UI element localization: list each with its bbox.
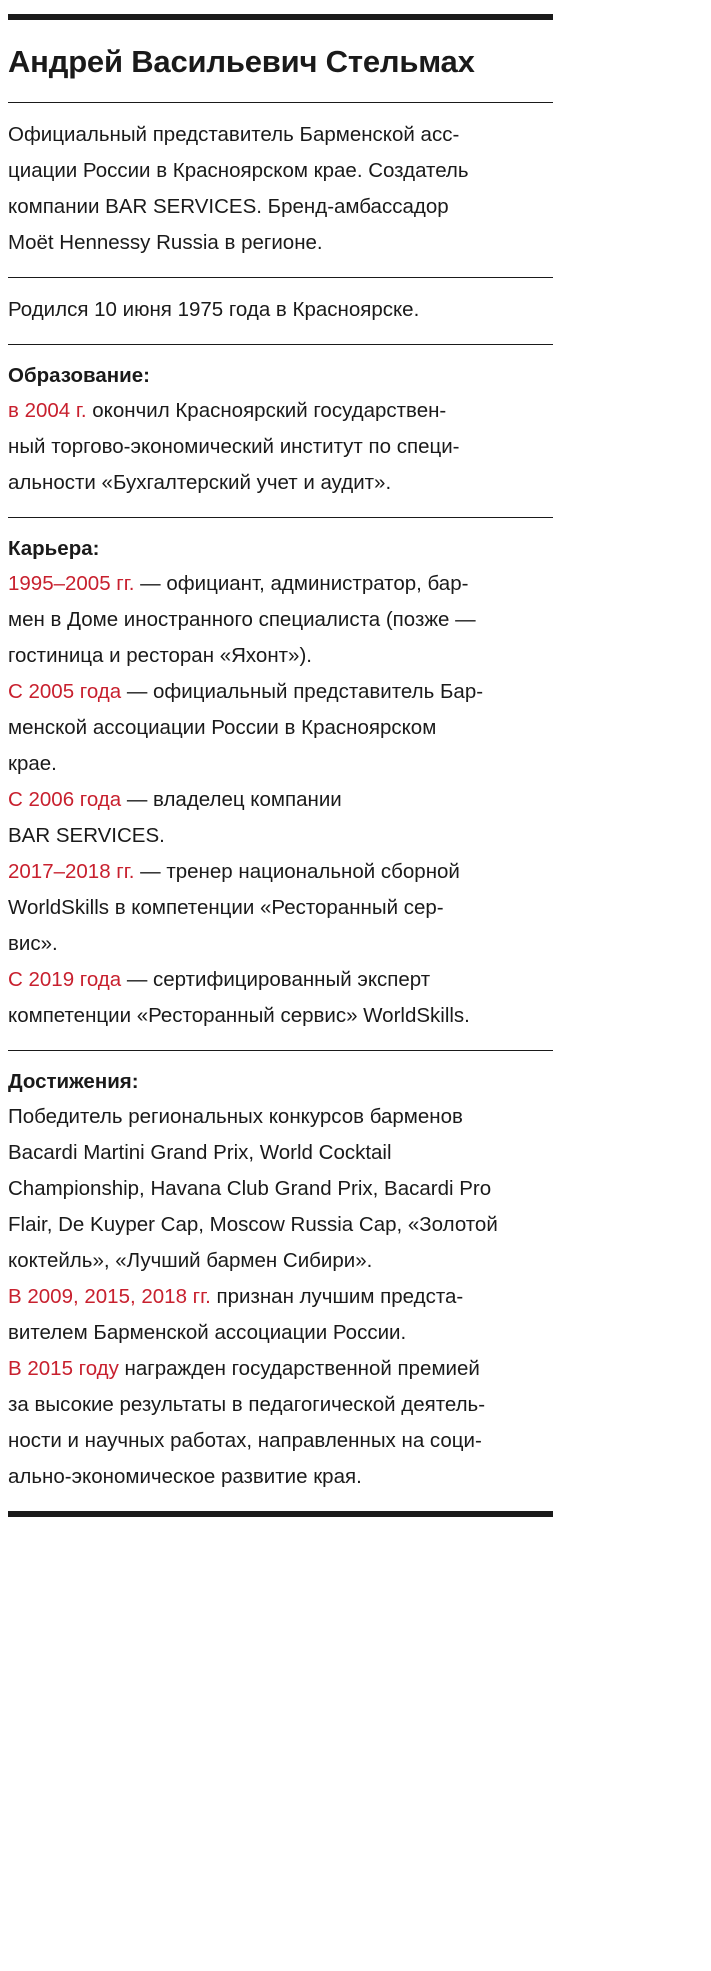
achievement-line: ально-экономическое развитие края. — [8, 1465, 362, 1488]
career-date: С 2005 года — [8, 680, 122, 703]
achievement-line: Bacardi Martini Grand Prix, World Cocktail — [8, 1141, 392, 1164]
achievements-heading: Достижения: — [8, 1070, 139, 1093]
bottom-rule — [8, 1511, 553, 1517]
achievement-date: В 2015 году — [8, 1357, 119, 1380]
career-line — [8, 674, 553, 710]
career-line: менской ассоциации России в Красноярском — [8, 716, 437, 739]
achievement-line: Flair, De Kuyper Cap, Moscow Russia Cap, «Золотой — [8, 1213, 498, 1236]
career-heading: Карьера: — [8, 537, 100, 560]
intro-section — [8, 103, 553, 277]
achievement-line: вителем Барменской ассоциации России. — [8, 1321, 407, 1344]
career-text: — официальный представитель Бар- — [121, 680, 484, 703]
education-line: ный торгово-экономический институт по специ- — [8, 435, 460, 458]
education-section — [8, 345, 553, 517]
career-line: мен в Доме иностранного специалиста (позже — — [8, 608, 476, 631]
career-date: С 2006 года — [8, 788, 122, 811]
education-line: альности «Бухгалтерский учет и аудит». — [8, 471, 392, 494]
career-date: 1995–2005 гг. — [8, 572, 135, 595]
career-line: крае. — [8, 752, 57, 775]
career-line: WorldSkills в компетенции «Ресторанный сер- — [8, 896, 444, 919]
career-line — [8, 962, 553, 998]
career-date: С 2019 года — [8, 968, 122, 991]
career-line: BAR SERVICES. — [8, 824, 165, 847]
career-date: 2017–2018 гг. — [8, 860, 135, 883]
career-line: гостиница и ресторан «Яхонт»). — [8, 644, 312, 667]
achievements-section — [8, 1051, 553, 1511]
career-text: — владелец компании — [121, 788, 342, 811]
career-text: — тренер национальной сборной — [134, 860, 460, 883]
career-section — [8, 518, 553, 1050]
achievement-line: Championship, Havana Club Grand Prix, Bacardi Pro — [8, 1177, 492, 1200]
achievement-line: ности и научных работах, направленных на соци- — [8, 1429, 482, 1452]
intro-line: компании BAR SERVICES. Бренд-амбассадор — [8, 195, 449, 218]
achievement-text: награжден государственной премией — [118, 1357, 480, 1380]
achievement-line — [8, 1351, 553, 1387]
career-line: вис». — [8, 932, 58, 955]
career-line: компетенции «Ресторанный сервис» WorldSkills. — [8, 1004, 470, 1027]
education-text: окончил Красноярский государствен- — [86, 399, 447, 422]
intro-line: Официальный представитель Барменской асс- — [8, 123, 460, 146]
education-line — [8, 393, 553, 429]
bio-card — [8, 14, 553, 1517]
career-text: — сертифицированный эксперт — [121, 968, 431, 991]
education-year: в 2004 г. — [8, 399, 87, 422]
achievement-line: за высокие результаты в педагогической деятель- — [8, 1393, 486, 1416]
education-heading: Образование: — [8, 364, 150, 387]
achievement-text: признан лучшим предста- — [210, 1285, 464, 1308]
intro-line: циации России в Красноярском крае. Создатель — [8, 159, 469, 182]
achievement-line — [8, 1279, 553, 1315]
career-line — [8, 566, 553, 602]
achievement-line: коктейль», «Лучший бармен Сибири». — [8, 1249, 373, 1272]
career-line — [8, 854, 553, 890]
career-line — [8, 782, 553, 818]
intro-line: Moët Hennessy Russia в регионе. — [8, 231, 323, 254]
achievement-line: Победитель региональных конкурсов барменов — [8, 1105, 463, 1128]
achievement-date: В 2009, 2015, 2018 гг. — [8, 1285, 211, 1308]
career-text: — официант, администратор, бар- — [134, 572, 469, 595]
birth-text: Родился 10 июня 1975 года в Красноярске. — [8, 298, 420, 321]
page-title: Андрей Васильевич Стельмах — [8, 44, 475, 79]
birth-section — [8, 278, 553, 344]
